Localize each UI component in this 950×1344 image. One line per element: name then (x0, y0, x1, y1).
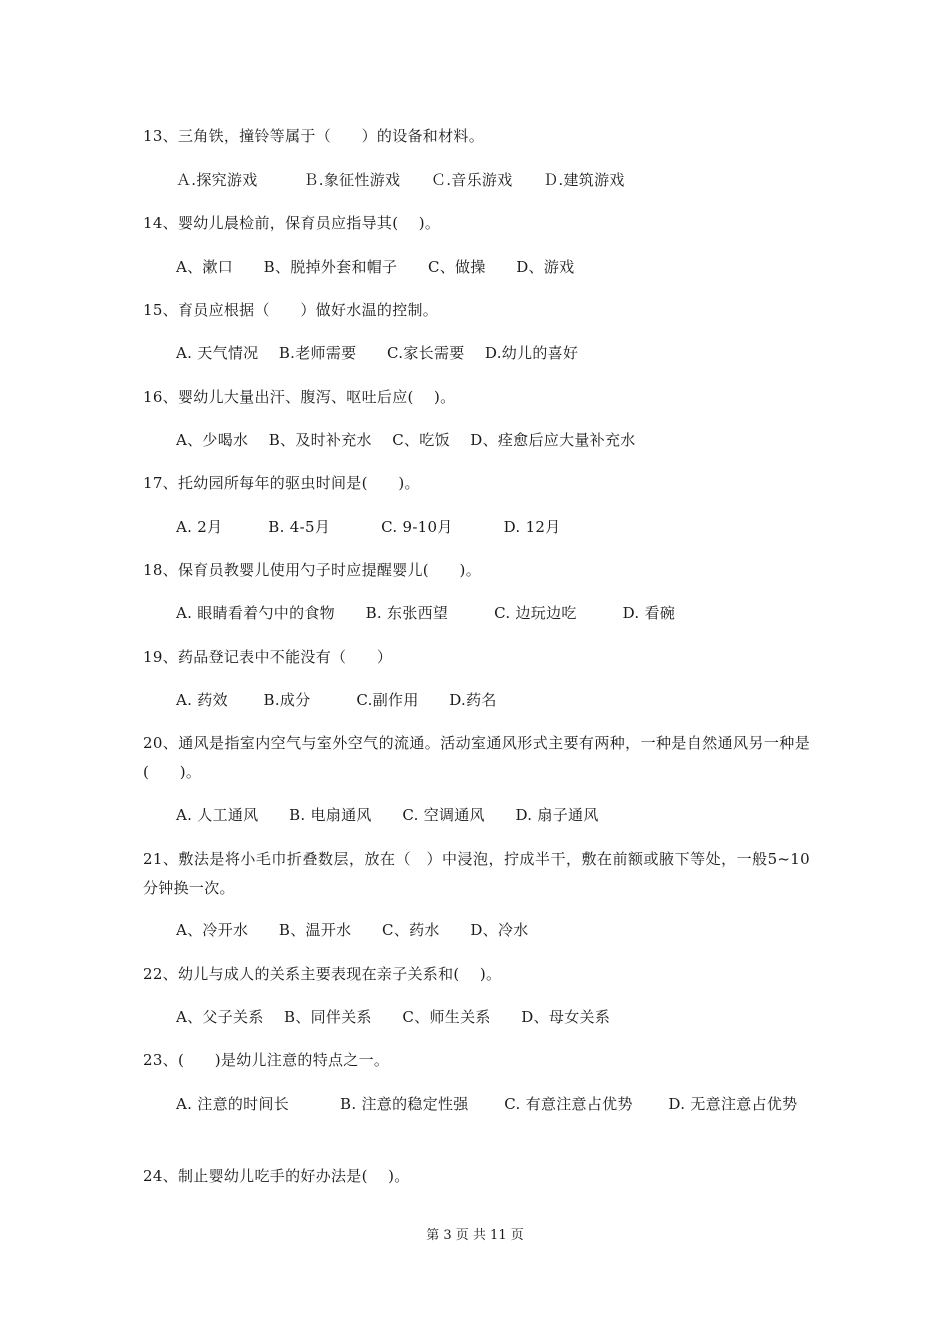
question-22-options: A、父子关系 B、同伴关系 C、师生关系 D、母女关系 (176, 1008, 611, 1026)
question-13-stem: 13、三角铁，撞铃等属于（ ）的设备和材料。 (143, 127, 484, 145)
question-18-stem: 18、保育员教婴儿使用勺子时应提醒婴儿( )。 (143, 561, 481, 579)
question-21-options: A、冷开水 B、温开水 C、药水 D、冷水 (176, 921, 529, 939)
question-18-options: A. 眼睛看着勺中的食物 B. 东张西望 C. 边玩边吃 D. 看碗 (176, 604, 676, 622)
question-20-options: A. 人工通风 B. 电扇通风 C. 空调通风 D. 扇子通风 (176, 806, 599, 824)
question-16-stem: 16、婴幼儿大量出汗、腹泻、呕吐后应( )。 (143, 388, 456, 406)
question-24-stem: 24、制止婴幼儿吃手的好办法是( )。 (143, 1167, 410, 1185)
question-22-stem: 22、幼儿与成人的关系主要表现在亲子关系和( )。 (143, 965, 502, 983)
question-15-stem: 15、育员应根据（ ）做好水温的控制。 (143, 301, 439, 319)
question-14-options: A、漱口 B、脱掉外套和帽子 C、做操 D、游戏 (176, 258, 575, 276)
question-14-stem: 14、婴幼儿晨检前，保育员应指导其( )。 (143, 214, 441, 232)
question-23-options: A. 注意的时间长 B. 注意的稳定性强 C. 有意注意占优势 D. 无意注意占优势 (176, 1095, 798, 1113)
question-17-stem: 17、托幼园所每年的驱虫时间是( )。 (143, 474, 420, 492)
question-13-options: Ａ.探究游戏 Ｂ.象征性游戏 Ｃ.音乐游戏 Ｄ.建筑游戏 (176, 171, 625, 189)
question-15-options: A. 天气情况 B.老师需要 C.家长需要 D.幼儿的喜好 (176, 344, 579, 362)
question-23-stem: 23、( )是幼儿注意的特点之一。 (143, 1051, 390, 1069)
question-19-options: A. 药效 B.成分 C.副作用 D.药名 (176, 691, 497, 709)
question-17-options: A. 2月 B. 4-5月 C. 9-10月 D. 12月 (176, 518, 561, 536)
question-19-stem: 19、药品登记表中不能没有（ ） (143, 648, 393, 666)
question-16-options: A、少喝水 B、及时补充水 C、吃饭 D、痊愈后应大量补充水 (176, 431, 636, 449)
question-21-stem: 21、敷法是将小毛巾折叠数层，放在（ ）中浸泡，拧成半干，敷在前额或腋下等处，一般5~10分钟换一次。 (143, 850, 810, 897)
question-20-stem: 20、通风是指室内空气与室外空气的流通。活动室通风形式主要有两种，一种是自然通风另一种是( )。 (143, 734, 810, 781)
page-number-footer: 第 3 页 共 11 页 (426, 1228, 524, 1243)
